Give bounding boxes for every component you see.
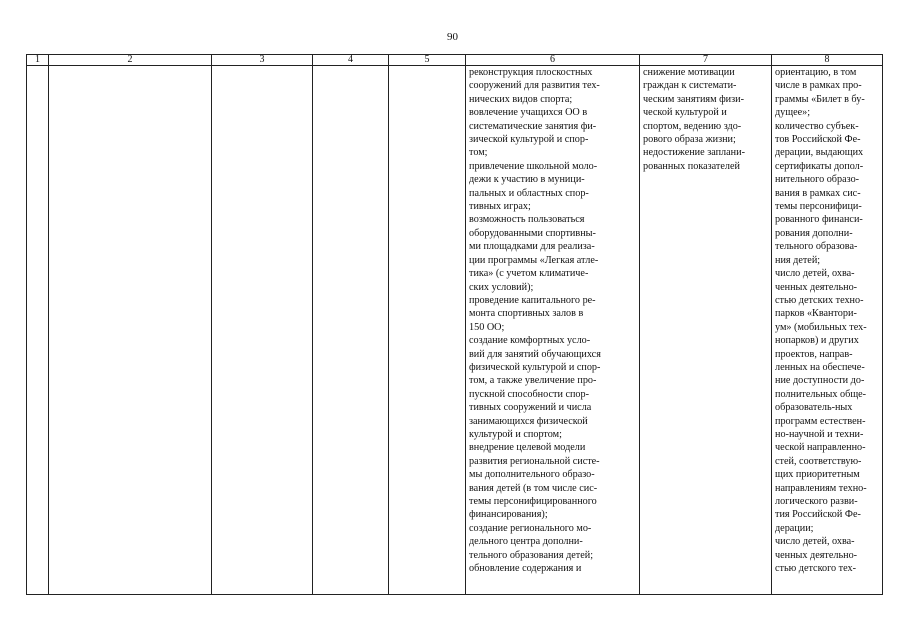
text-line: ческим занятиям физи- [643, 93, 745, 105]
cell-col-6 [466, 66, 640, 595]
text-line: нопарков) и других [775, 335, 859, 347]
text-line: ум» (мобильных тех- [775, 321, 867, 333]
text-line: тельного образования детей; [469, 549, 594, 561]
column-header-8: 8 [772, 55, 883, 66]
text-line: тия Российской Фе- [775, 509, 861, 521]
text-line: стей, соответствую- [775, 455, 862, 467]
text-line: привлечение школьной моло- [469, 160, 598, 172]
text-line: реконструкция плоскостных [469, 67, 593, 78]
text-line: рованных показателей [643, 160, 740, 172]
text-line: но-научной и техни- [775, 428, 864, 440]
cell-col-8 [772, 66, 883, 595]
text-line: ченных деятельно- [775, 549, 858, 561]
text-line: ции программы «Легкая атле- [469, 254, 599, 266]
column-header-6: 6 [466, 55, 640, 66]
text-line: тивных играх; [469, 201, 531, 213]
text-line: количество субъек- [775, 120, 859, 132]
text-line: программ естествен- [775, 415, 866, 427]
text-line: пускной способности спор- [469, 388, 590, 400]
text-line: дерации, выдающих [775, 147, 864, 159]
text-line: стью детского тех- [775, 563, 856, 575]
text-line: логического разви- [775, 496, 858, 507]
text-line: числе в рамках про- [775, 80, 862, 92]
text-line: рования дополни- [775, 227, 853, 239]
text-line: ченных деятельно- [775, 281, 858, 293]
column-header-5: 5 [389, 55, 466, 66]
col-7-text [640, 66, 771, 173]
column-header-1: 1 [27, 55, 49, 66]
cell-col-2 [49, 66, 212, 595]
text-line: вовлечение учащихся ОО в [469, 107, 588, 119]
cell-col-7 [640, 66, 772, 595]
text-line: проведение капитального ре- [469, 294, 596, 306]
col-6-text [466, 66, 639, 575]
text-line: недостижение заплани- [643, 147, 745, 159]
text-line: ленных на обеспече- [775, 361, 865, 373]
text-line: направлениям техно- [775, 482, 867, 494]
column-header-2: 2 [49, 55, 212, 66]
col-8-text [772, 66, 882, 575]
text-line: вания детей (в том числе сис- [469, 482, 598, 494]
text-line: зической культурой и спор- [469, 134, 589, 146]
table-row [27, 66, 883, 595]
text-line: рового образа жизни; [643, 134, 736, 146]
text-line: проектов, направ- [775, 348, 853, 360]
text-line: спортом, ведению здо- [643, 120, 742, 132]
document-table [26, 54, 883, 595]
text-line: систематические занятия фи- [469, 120, 597, 132]
text-line: ми площадками для реализа- [469, 241, 595, 253]
text-line: мы дополнительного образо- [469, 469, 595, 481]
text-line: образователь-ных [775, 402, 853, 414]
text-line: финансирования); [469, 509, 548, 521]
text-line: тельного образова- [775, 241, 858, 253]
cell-col-3 [212, 66, 313, 595]
text-line: число детей, охва- [775, 268, 855, 280]
text-line: вания в рамках сис- [775, 187, 861, 199]
text-line: граммы «Билет в бу- [775, 93, 865, 105]
text-line: дежи к участию в муници- [469, 174, 585, 186]
text-line: стью детских техно- [775, 294, 864, 306]
text-line: тика» (с учетом климатиче- [469, 268, 589, 280]
cell-col-5 [389, 66, 466, 595]
text-line: темы персонифици- [775, 201, 862, 213]
text-line: дущее»; [775, 107, 811, 119]
cell-col-1 [27, 66, 49, 595]
text-line: ния детей; [775, 254, 821, 266]
text-line: создание комфортных усло- [469, 335, 591, 347]
text-line: возможность пользоваться [469, 214, 585, 226]
text-line: сертификаты допол- [775, 160, 864, 172]
text-line: полнительных обще- [775, 388, 867, 400]
text-line: создание регионального мо- [469, 522, 592, 534]
text-line: ориентацию, в том [775, 67, 857, 78]
page-number: 90 [447, 31, 458, 43]
text-line: ческой направленно- [775, 442, 866, 454]
text-line: дерации; [775, 522, 814, 534]
text-line: граждан к системати- [643, 80, 737, 92]
text-line: нительного образо- [775, 174, 860, 186]
cell-col-4 [313, 66, 389, 595]
text-line: тов Российской Фе- [775, 134, 861, 146]
text-line: число детей, охва- [775, 536, 855, 548]
text-line: пальных и областных спор- [469, 187, 589, 199]
text-line: парков «Квантори- [775, 308, 857, 320]
text-line: нических видов спорта; [469, 93, 573, 105]
text-line: обновление содержания и [469, 563, 582, 575]
text-line: физической культурой и спор- [469, 361, 601, 373]
column-header-3: 3 [212, 55, 313, 66]
text-line: ние доступности до- [775, 375, 865, 387]
text-line: монта спортивных залов в [469, 308, 584, 320]
text-line: оборудованными спортивны- [469, 227, 596, 239]
text-line: том, а также увеличение про- [469, 375, 597, 387]
column-header-4: 4 [313, 55, 389, 66]
text-line: дельного центра дополни- [469, 536, 583, 548]
header-row [27, 55, 883, 66]
text-line: ческой культурой и [643, 107, 727, 119]
text-line: 150 ОО; [469, 321, 505, 333]
text-line: рованного финанси- [775, 214, 863, 226]
text-line: ских условий); [469, 281, 534, 293]
text-line: темы персонифицированного [469, 496, 597, 507]
text-line: внедрение целевой модели [469, 442, 586, 454]
text-line: снижение мотивации [643, 67, 735, 78]
text-line: культурой и спортом; [469, 428, 562, 440]
column-header-7: 7 [640, 55, 772, 66]
text-line: щих приоритетным [775, 469, 860, 481]
text-line: занимающихся физической [469, 415, 588, 427]
text-line: тивных сооружений и числа [469, 402, 592, 414]
text-line: вий для занятий обучающихся [469, 348, 601, 360]
text-line: том; [469, 147, 488, 159]
text-line: развития региональной систе- [469, 455, 600, 467]
text-line: сооружений для развития тех- [469, 80, 600, 92]
